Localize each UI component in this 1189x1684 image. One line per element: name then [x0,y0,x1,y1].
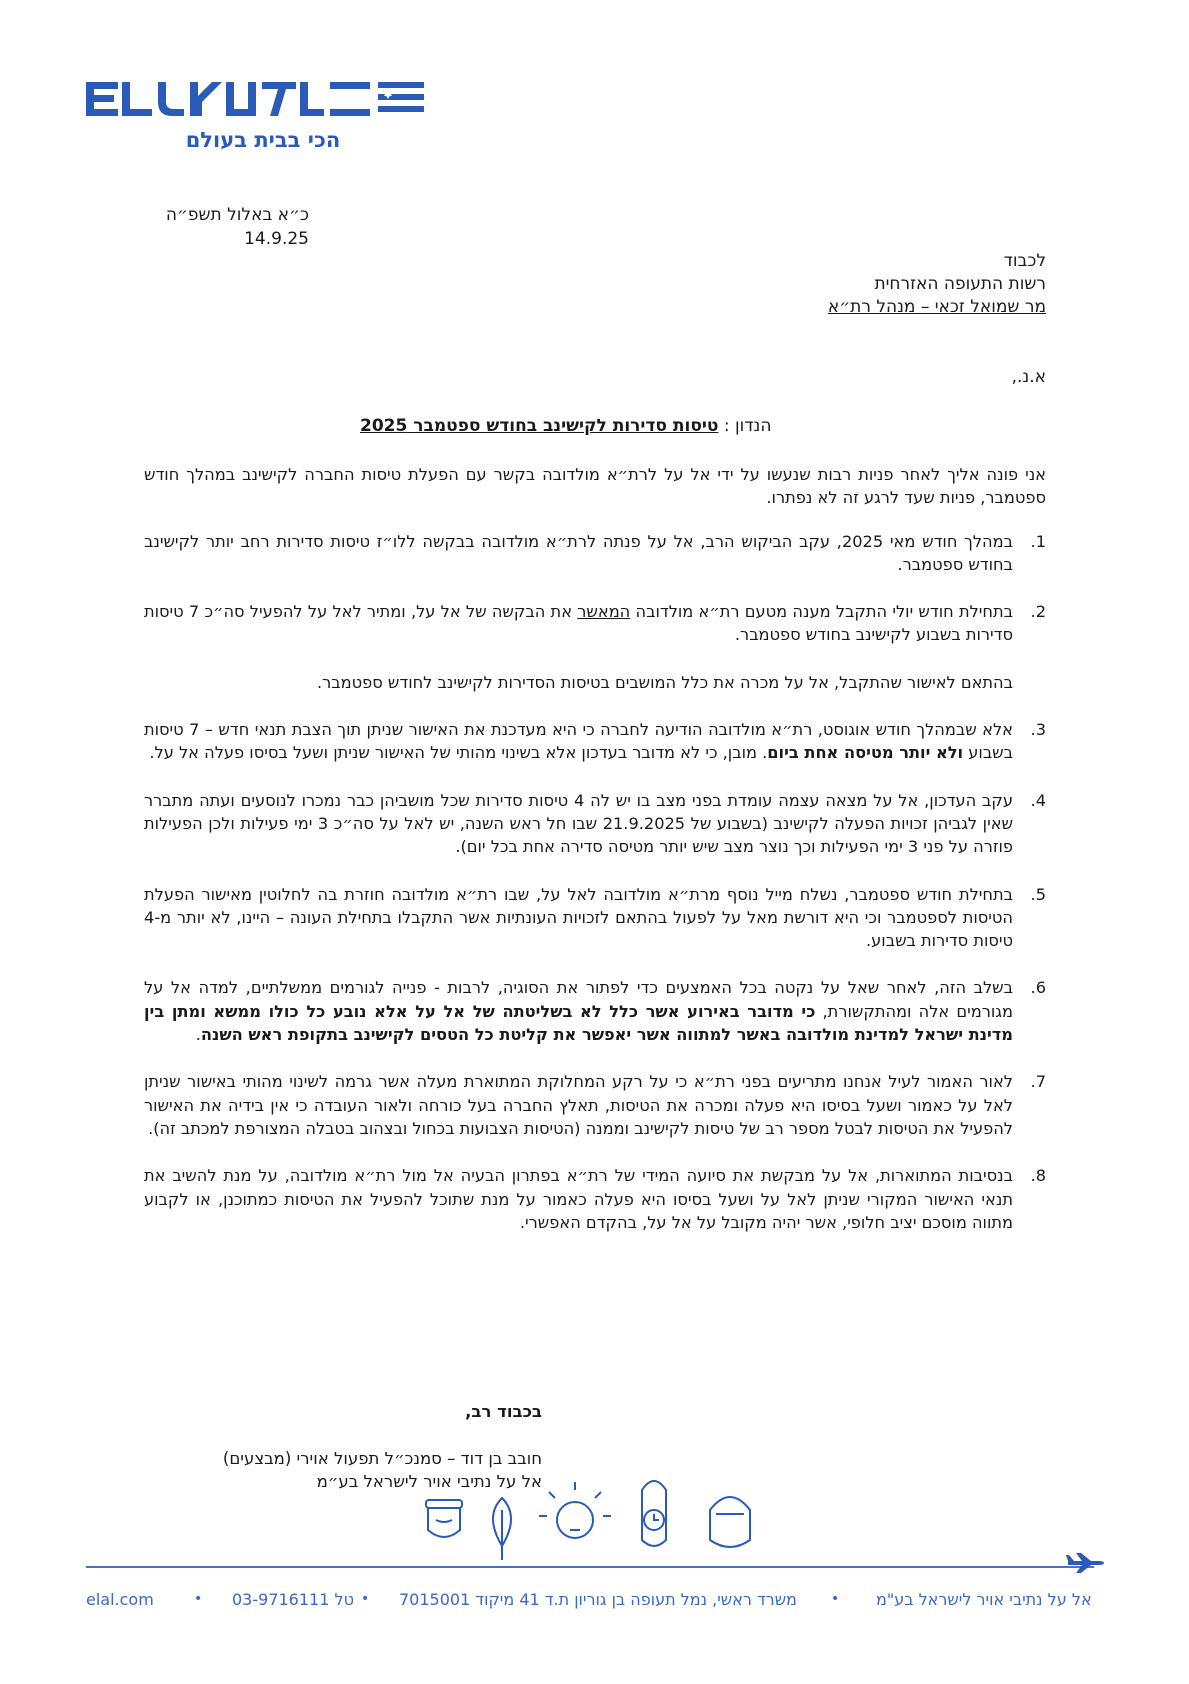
hebrew-date: כ״א באלול תשפ״ה [165,205,309,225]
face-scarf-icon [710,1497,750,1547]
list-item [144,976,1046,1046]
elal-logo [86,78,436,120]
list-item [144,883,1046,953]
item-number: 7. [1030,1072,1046,1092]
recipient-name: מר שמואל זכאי – מנהל רת״א [827,297,1046,317]
leaf-icon [493,1498,511,1560]
face-hat-icon [426,1500,462,1537]
item-number: 5. [1030,884,1046,904]
item-number: 3. [1030,720,1046,740]
elal-wordmark-icon [86,78,426,120]
brand-tagline: הכי בבית בעולם [185,128,341,152]
decorative-illustrations [410,1470,770,1570]
signer-name: חובב בן דוד – סמנכ״ל תפעול אוירי (מבצעים) [222,1449,542,1468]
footer-address: משרד ראשי, נמל תעופה בן גוריון ת.ד 41 מיקוד 7015001 [399,1590,797,1609]
footer-bullet: • [361,1591,370,1607]
footer-bullet: • [831,1591,840,1607]
recipient-org: רשות התעופה האזרחית [874,274,1046,294]
letter-body [144,463,1046,1234]
item-number: 6. [1030,978,1046,998]
footer-divider [86,1566,1094,1568]
gregorian-date: 14.9.25 [244,229,309,249]
airplane-icon [1066,1552,1106,1574]
signer-company: אל על נתיבי אויר לישראל בע״מ [316,1472,542,1491]
recipient-block [828,250,1046,319]
item-text: לאור האמור לעיל אנחנו מתריעים בפני רת״א כי על רקע המחלוקת המתוארת מעלה אשר גרמה לשינוי מהותי באישור שניתן לאל על כאמור ושעל בסיסו היא פעלה ומכרה את הטיסות, תאלץ החברה בעל כורחה ולאור העובדה כי אין בידיה את האישור להפעיל את הטיסות לבטל מספר רב של טיסות לקישינב וממנה (הטיסות הצבועות בכחול ובצהוב בטבלה המצורפת למכתב זה). [144,1072,1013,1138]
footer-phone: טל 03-9716111 [232,1590,354,1609]
item-number: 1. [1030,531,1046,551]
subject-label: הנדון : [723,416,772,436]
footer-company: אל על נתיבי אויר לישראל בע"מ [876,1590,1092,1609]
list-item [144,600,1046,647]
sun-face-icon [539,1482,611,1538]
list-item [144,718,1046,765]
item-extra-paragraph: בהתאם לאישור שהתקבל, אל על מכרה את כלל המושבים בטיסות הסדירות לקישינב לחודש ספטמבר. [317,672,1013,692]
list-item [144,1070,1046,1140]
item-number: 2. [1030,602,1046,622]
list-item [144,789,1046,859]
item-text: בנסיבות המתוארות, אל על מבקשת את סיועה המידי של רת״א בפתרון הבעיה אל מול רת״א מולדובה, על מנת להשיב את תנאי האישור המקורי שניתן לאל על ושעל בסיסו היא פעלה כאמור על מנת שתוכל להפעיל את הטיסות כמתוכנן, או לקבוע מתווה מוסכם יציב חלופי, אשר יהיה מקובל על אל על, בהקדם האפשרי. [144,1166,1013,1232]
item-text: אלא שבמהלך חודש אוגוסט, רת״א מולדובה הודיעה לחברה כי היא מעדכנת את האישור שניתן תוך הצבת תנאי חדש – 7 טיסות בשבוע ולא יותר מטיסה אחת ביום. מובן, כי לא מדובר בעדכון אלא בשינוי מהותי של האישור שניתן ושעל בסיסו פעלה אל על. [144,720,1013,763]
greeting: א.נ., [1011,367,1046,387]
letter-date [144,203,309,251]
intro-paragraph: אני פונה אליך לאחר פניות רבות שנעשו על ידי אל על לרת״א מולדובה בקשר עם הפעלת טיסות החברה לקישינב במהלך חודש ספטמבר, פניות שעד לרגע זה לא נפתרו. [144,465,1046,508]
item-text: בתחילת חודש יולי התקבל מענה מטעם רת״א מולדובה המאשר את הבקשה של אל על, ומתיר לאל על להפעיל סה״כ 7 טיסות סדירות בשבוע לקישינב בחודש ספטמבר. [144,602,1013,645]
footer-bullet: • [194,1591,203,1607]
item-number: 8. [1030,1166,1046,1186]
item-number: 4. [1030,790,1046,810]
footer-website[interactable]: elal.com [86,1590,154,1609]
clock-tower-icon [642,1481,666,1546]
recipient-salutation: לכבוד [1003,251,1046,271]
subject-line [360,416,771,436]
subject-title: טיסות סדירות לקישינב בחודש ספטמבר 2025 [360,416,719,436]
list-item [144,530,1046,577]
item-text: בתחילת חודש ספטמבר, נשלח מייל נוסף מרת״א מולדובה לאל על, שבו רת״א מולדובה חוזרת בה לחלוטין מאישור הפעלת הטיסות לספטמבר וכי היא דורשת מאל על לפעול בהתאם לזכויות העונתיות אשר התקבלו בתחילת העונה – היינו, לא יותר מ-4 טיסות סדירות בשבוע. [144,884,1013,951]
item-text: עקב העדכון, אל על מצאה עצמה עומדת בפני מצב בו יש לה 4 טיסות סדירות שכל מושביהן כבר נמכרו לנוסעים ועתה מתברר שאין לגביהן זכויות הפעלה לקישינב (בשבוע של 21.9.2025 שבו חל ראש השנה, יש לאל על סה״כ 3 ימי פעילות ולכן הפעילות פוזרה על פני 3 ימי הפעילות וכך נוצר מצב שיש יותר מטיסה סדירה אחת בכל יום). [144,790,1013,857]
closing-regards: בכבוד רב, [465,1402,542,1421]
item-text: במהלך חודש מאי 2025, עקב הביקוש הרב, אל על פנתה לרת״א מולדובה בבקשה ללו״ז טיסות סדירות רחב יותר לקישינב בחודש ספטמבר. [144,531,1013,574]
list-item [144,1164,1046,1234]
item-text: בשלב הזה, לאחר שאל על נקטה בכל האמצעים כדי לפתור את הסוגיה, לרבות - פנייה לגורמים ממשלתיים, למדה אל על מגורמים אלה ומהתקשורת, כי מדובר באירוע אשר כלל לא בשליטתה של אל על אלא נובע כל כולו ממשא ומתן בין מדינת ישראל למדינת מולדובה באשר למתווה אשר יאפשר את קליטת כל הטסים לקישינב בתקופת ראש השנה. [144,978,1013,1045]
